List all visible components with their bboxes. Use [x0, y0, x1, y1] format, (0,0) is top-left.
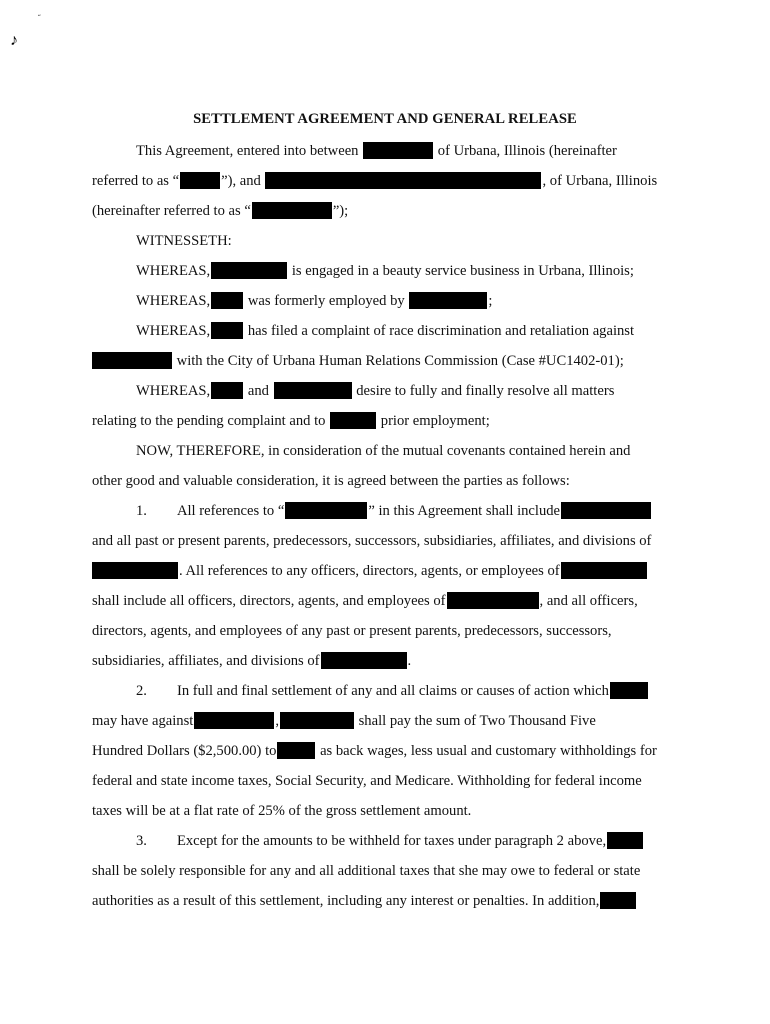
whereas-line: WHEREAS, is engaged in a beauty service business in Urbana, Illinois; — [136, 263, 634, 279]
redaction — [607, 832, 643, 849]
paragraph-line: other good and valuable consideration, it is agreed between the parties as follows: — [92, 473, 570, 489]
section-3-line: 3. Except for the amounts to be withheld for taxes under paragraph 2 above, — [136, 832, 660, 850]
witnesseth-heading: WITNESSETH: — [136, 233, 232, 249]
paragraph-line: (hereinafter referred to as “ ”); — [92, 203, 349, 219]
redaction — [409, 292, 487, 309]
paragraph-line: shall include all officers, directors, agents, and employees of , and all officers, — [92, 593, 638, 609]
paragraph-line: may have against , shall pay the sum of Two Thousand Five — [92, 713, 596, 729]
redaction — [252, 202, 332, 219]
redaction — [280, 712, 354, 729]
paragraph-line: NOW, THEREFORE, in consideration of the mutual covenants contained herein and — [136, 443, 631, 459]
redaction — [447, 592, 539, 609]
redaction — [274, 382, 352, 399]
redaction — [321, 652, 407, 669]
redaction — [194, 712, 274, 729]
redaction — [211, 292, 243, 309]
redaction — [561, 502, 651, 519]
whereas-line: WHEREAS, was formerly employed by ; — [136, 293, 493, 309]
document-title: SETTLEMENT AGREEMENT AND GENERAL RELEASE — [193, 111, 577, 127]
redaction — [277, 742, 315, 759]
paragraph-line: referred to as “ ”), and , of Urbana, Illinois — [92, 173, 658, 189]
scan-speck: ˶ — [38, 10, 41, 19]
paragraph-line: relating to the pending complaint and to prior employment; — [92, 413, 490, 429]
section-1-line: 1. All references to “ ” in this Agreement shall include — [136, 502, 660, 520]
redaction — [211, 262, 287, 279]
redaction — [600, 892, 636, 909]
redaction — [180, 172, 220, 189]
paragraph-line: federal and state income taxes, Social Security, and Medicare. Withholding for federal income — [92, 773, 642, 789]
redaction — [330, 412, 376, 429]
redaction — [92, 352, 172, 369]
scan-mark-icon: ♪ — [10, 32, 18, 49]
paragraph-line: taxes will be at a flat rate of 25% of the gross settlement amount. — [92, 803, 472, 819]
paragraph-line: directors, agents, and employees of any past or present parents, predecessors, successors, — [92, 623, 612, 639]
paragraph-line: This Agreement, entered into between of Urbana, Illinois (hereinafter — [136, 143, 617, 159]
redaction — [211, 382, 243, 399]
whereas-line: WHEREAS, has filed a complaint of race discrimination and retaliation against — [136, 323, 635, 339]
paragraph-line: authorities as a result of this settlement, including any interest or penalties. In addition, — [92, 892, 660, 910]
redaction — [610, 682, 648, 699]
paragraph-line: and all past or present parents, predecessors, successors, subsidiaries, affiliates, and divisions of — [92, 533, 652, 549]
paragraph-line: shall be solely responsible for any and all additional taxes that she may owe to federal or state — [92, 863, 641, 879]
paragraph-line: Hundred Dollars ($2,500.00) to as back wages, less usual and customary withholdings for — [92, 743, 657, 759]
redaction — [265, 172, 541, 189]
section-2-line: 2. In full and final settlement of any and all claims or causes of action which — [136, 682, 660, 700]
redaction — [92, 562, 178, 579]
paragraph-line: with the City of Urbana Human Relations Commission (Case #UC1402-01); — [92, 352, 660, 370]
whereas-line: WHEREAS, and desire to fully and finally resolve all matters — [136, 383, 615, 399]
redaction — [363, 142, 433, 159]
paragraph-line: . All references to any officers, directors, agents, or employees of — [92, 562, 660, 580]
redaction — [285, 502, 367, 519]
paragraph-line: subsidiaries, affiliates, and divisions of . — [92, 653, 412, 669]
redaction — [211, 322, 243, 339]
redaction — [561, 562, 647, 579]
